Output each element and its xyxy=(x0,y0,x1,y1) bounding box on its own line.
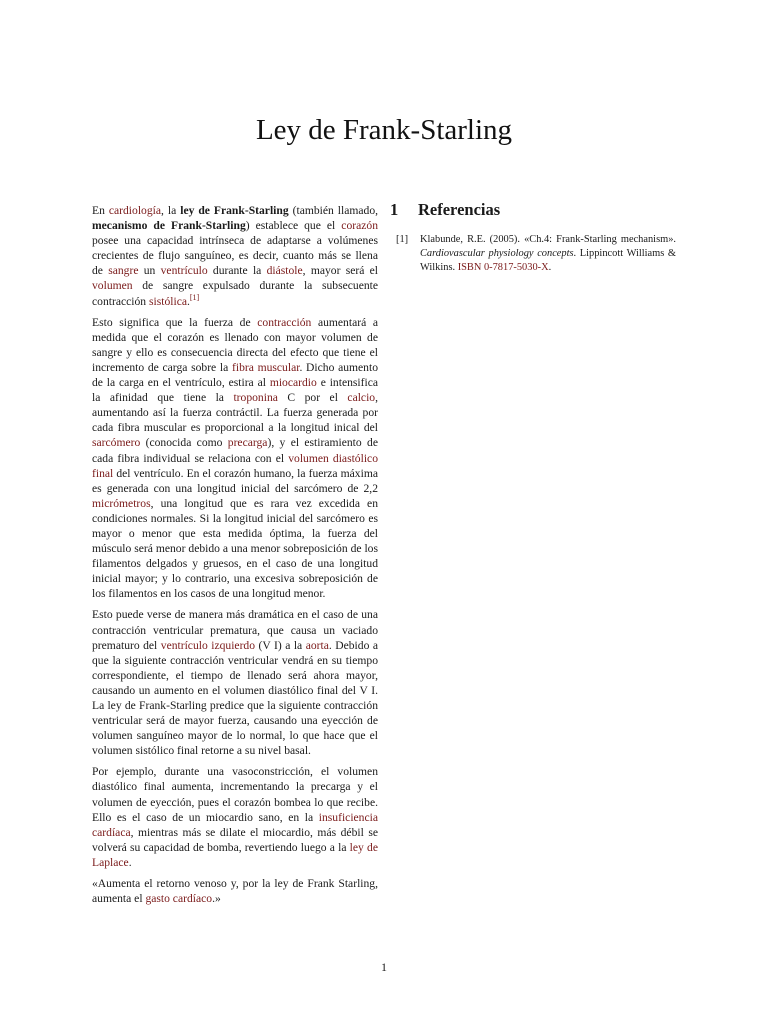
link-isbn[interactable]: ISBN 0-7817-5030-X xyxy=(457,262,549,273)
link-corazon[interactable]: corazón xyxy=(341,219,378,233)
link-gasto-cardiaco[interactable]: gasto cardíaco xyxy=(145,892,213,906)
link-precarga[interactable]: precarga xyxy=(227,436,268,450)
text: , aumentando así la fuerza contráctil. La fuerza generada por cada fibra muscular es proporcional a la longitud inical del xyxy=(92,391,379,435)
text: del ventrículo. En el corazón humano, la fuerza máxima es generada con una longitud inicial del sarcómero de 2,2 xyxy=(92,466,378,495)
section-heading xyxy=(390,200,676,220)
page-number: 1 xyxy=(381,960,387,974)
text: , mayor será el xyxy=(302,264,379,278)
reference-book-title: Cardiovascular physiology concepts xyxy=(420,248,574,259)
link-diastole[interactable]: diástole xyxy=(266,264,303,278)
link-micrometros[interactable]: micrómetros xyxy=(92,496,151,510)
paragraph-5 xyxy=(92,876,378,906)
link-troponina[interactable]: troponina xyxy=(233,391,278,405)
article-body xyxy=(92,203,378,912)
references-section xyxy=(390,200,676,275)
text: , mientras más se dilate el miocardio, más débil se volverá su capacidad de bomba, revertiendo luego a la xyxy=(92,825,378,854)
text: Esto puede verse de manera más dramática en el caso de una contracción ventricular prematura, que causa un vaciado prematuro del xyxy=(92,608,378,652)
link-calcio[interactable]: calcio xyxy=(347,391,376,405)
link-ley-laplace[interactable]: ley de Laplace xyxy=(92,840,378,869)
paragraph-intro xyxy=(92,203,378,309)
reference-item xyxy=(396,233,676,275)
page-title: Ley de Frank-Starling xyxy=(255,114,513,146)
text: En xyxy=(92,204,109,217)
text: , la xyxy=(161,204,181,217)
link-volumen-diastolico[interactable]: volumen diastólico final xyxy=(92,451,378,480)
link-insuficiencia-cardiaca[interactable]: insuficiencia cardíaca xyxy=(92,810,378,839)
text: , una longitud que es rara vez excedida en condiciones normales. Si la longitud inicial del sarcómero es mayor o menor que esta medida óptima, la fuerza del músculo será menor debido a una menor sobreposición de los filamentos delgados y gruesos, en el caso de una longitud inicial mayor; y lo contrario, una excesiva sobreposición de los filamentos en los casos de una longitud menor. xyxy=(92,496,378,601)
term-mecanismo: mecanismo de Frank-Starling xyxy=(92,219,246,233)
text: posee una capacidad intrínseca de adaptarse a volúmenes crecientes de flujo sanguíneo, es decir, cuanto más se llena de xyxy=(92,234,378,278)
text: . Debido a que la siguiente contracción ventricular vendrá en su tiempo correspondiente, el tiempo de llenado será ahora mayor, causando un aumento en el volumen diastólico final del V I. La ley de Frank-Starling predice que la siguiente contracción ventricular será de mayor fuerza, causando una eyección de volumen sanguíneo mayor de lo normal, lo que hace que el volumen sistólico final retorne a su nivel basal. xyxy=(92,638,378,758)
link-fibra-muscular[interactable]: fibra muscular xyxy=(231,360,300,374)
text: . xyxy=(186,294,190,308)
text: . Lippincott Williams & Wilkins. xyxy=(420,248,676,273)
link-sistolica[interactable]: sistólica xyxy=(148,294,187,308)
text: un xyxy=(138,264,161,278)
text: .» xyxy=(212,892,221,906)
text: Esto significa que la fuerza de xyxy=(92,315,258,329)
paragraph-3 xyxy=(92,607,378,758)
link-sangre[interactable]: sangre xyxy=(108,264,139,278)
text: aumentará a medida que el corazón es llenado con mayor volumen de sangre y ello es consecuencia directa del efecto que tiene el incremento de carga sobre la xyxy=(92,315,378,374)
paragraph-2 xyxy=(92,315,378,602)
link-ventriculo-izquierdo[interactable]: ventrículo izquierdo xyxy=(160,638,256,652)
text: de sangre expulsado durante la subsecuente contracción xyxy=(92,279,378,308)
text: Por ejemplo, durante una vasoconstricción, el volumen diastólico final aumenta, incrementando la precarga y el volumen de eyección, pues el corazón bombea lo que recibe. Ello es el caso de un miocardio sano, en la xyxy=(92,765,378,824)
section-title: Referencias xyxy=(418,200,501,219)
text: durante la xyxy=(207,264,267,278)
text: ), y el estiramiento de cada fibra individual se relaciona con el xyxy=(92,436,378,465)
text: (conocida como xyxy=(140,436,228,450)
section-number: 1 xyxy=(390,200,399,219)
link-miocardio[interactable]: miocardio xyxy=(269,376,317,390)
text: . xyxy=(128,855,132,869)
text: . Dicho aumento de la carga en el ventrículo, estira al xyxy=(92,360,378,390)
text: (también llamado, xyxy=(288,204,379,217)
text: . xyxy=(548,262,552,273)
reference-number: [1] xyxy=(396,234,409,245)
link-ventriculo[interactable]: ventrículo xyxy=(160,264,208,278)
text: C por el xyxy=(277,391,348,405)
link-volumen[interactable]: volumen xyxy=(92,279,133,293)
link-cardiologia[interactable]: cardiología xyxy=(108,204,162,217)
text: (V I) a la xyxy=(255,638,306,652)
link-sarcomero[interactable]: sarcómero xyxy=(92,436,141,450)
text: ) establece que el xyxy=(245,219,342,233)
text: Klabunde, R.E. (2005). «Ch.4: Frank-Starling mechanism». xyxy=(420,234,676,245)
paragraph-4 xyxy=(92,764,378,870)
text: e intensifica la afinidad que tiene la xyxy=(92,376,378,405)
term-ley: ley de Frank-Starling xyxy=(180,204,289,217)
citation-1[interactable]: [1] xyxy=(189,292,200,302)
text: «Aumenta el retorno venoso y, por la ley de Frank Starling, aumenta el xyxy=(92,877,378,906)
link-contraccion[interactable]: contracción xyxy=(257,315,312,329)
link-aorta[interactable]: aorta xyxy=(305,638,329,652)
